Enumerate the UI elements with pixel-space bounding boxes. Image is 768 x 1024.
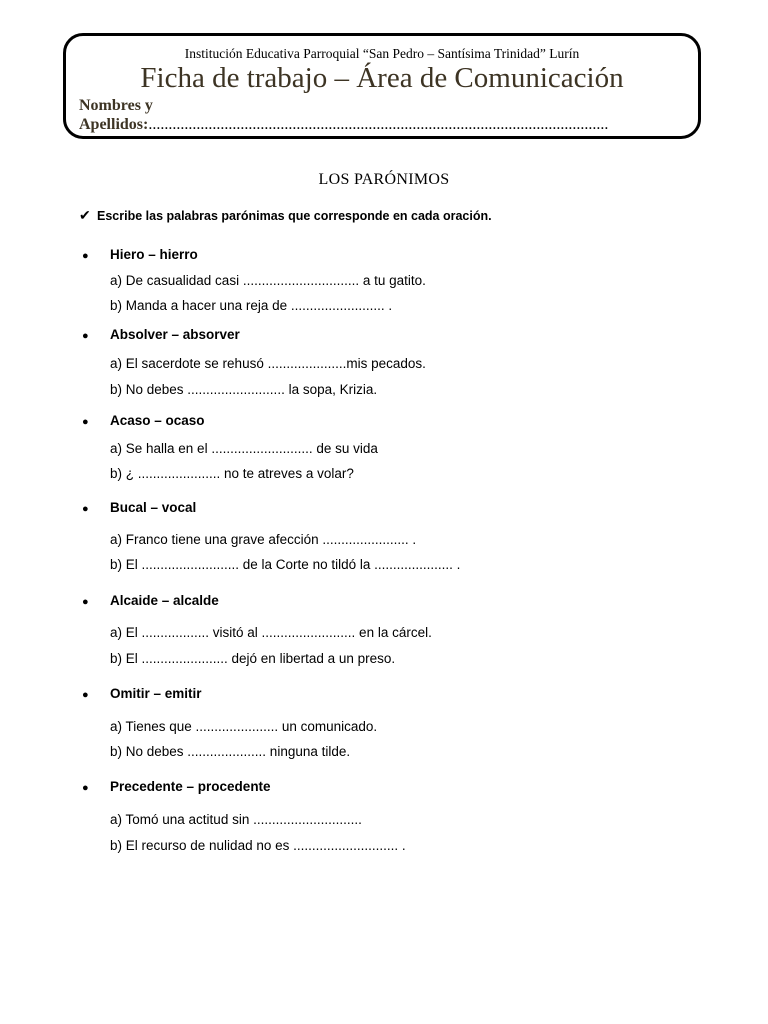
institution-name: Institución Educativa Parroquial “San Pedro – Santísima Trinidad” Lurín [184,46,580,61]
paronym-pair: Bucal – vocal [110,500,197,515]
sentence: b) El .......................... de la Corte no tildó la ..................... . [110,557,461,572]
sentence: b) No debes ..................... ninguna tilde. [110,744,351,759]
names-label: Nombres y [79,97,153,114]
paronym-pair: Hiero – hierro [110,247,198,262]
sentence: a) Tienes que ...................... un comunicado. [110,719,378,734]
bullet-icon: ● [82,689,89,701]
surnames-line [79,116,608,134]
sentence: a) El .................. visitó al ......................... en la cárcel. [110,625,432,640]
bullet-icon: ● [82,782,89,794]
worksheet-title: Ficha de trabajo – Área de Comunicación [140,62,624,94]
sentence: b) El ....................... dejó en libertad a un preso. [110,651,396,666]
sentence: a) El sacerdote se rehusó .....................mis pecados. [110,356,426,371]
sentence: b) El recurso de nulidad no es ............................ . [110,838,406,853]
instruction [79,207,492,224]
paronym-pair: Absolver – absorver [110,327,240,342]
header-box [63,33,701,139]
surnames-blank: ................................................................................................................... [148,116,609,133]
instruction-text: Escribe las palabras parónimas que corresponde en cada oración. [97,209,492,223]
sentence: b) No debes .......................... la sopa, Krizia. [110,382,378,397]
bullet-icon: ● [82,596,89,608]
paronym-pair: Alcaide – alcalde [110,593,219,608]
section-title: LOS PARÓNIMOS [318,171,450,188]
paronym-pair: Acaso – ocaso [110,413,205,428]
sentence: b) Manda a hacer una reja de ......................... . [110,298,393,313]
bullet-icon: ● [82,503,89,515]
bullet-icon: ● [82,250,89,262]
paronym-pair: Omitir – emitir [110,686,202,701]
sentence: a) Franco tiene una grave afección ....................... . [110,532,417,547]
bullet-icon: ● [82,416,89,428]
bullet-icon: ● [82,330,89,342]
paronym-pair: Precedente – procedente [110,779,271,794]
surnames-label: Apellidos: [79,116,149,133]
sentence: a) Tomó una actitud sin ............................. [110,812,362,827]
sentence: a) De casualidad casi ............................... a tu gatito. [110,273,426,288]
sentence: a) Se halla en el ........................... de su vida [110,441,378,456]
sentence: b) ¿ ...................... no te atreves a volar? [110,466,354,481]
checkmark-icon: ✔ [79,207,91,223]
